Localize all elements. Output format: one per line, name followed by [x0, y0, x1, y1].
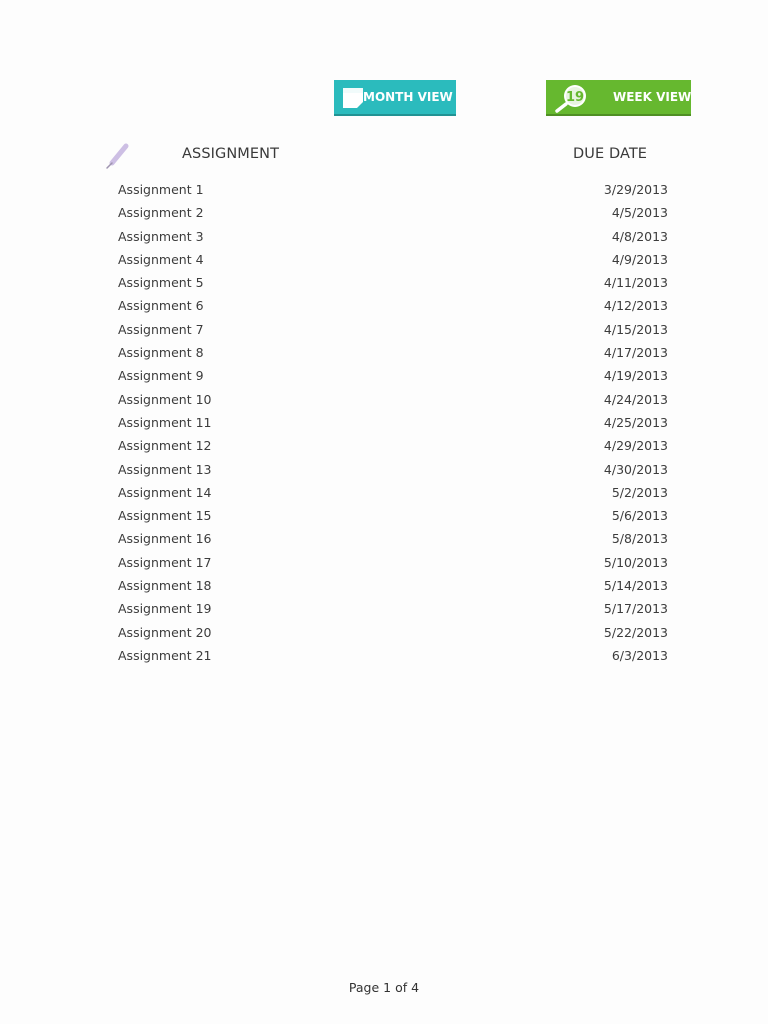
assignment-name: Assignment 3 — [118, 228, 204, 244]
due-date: 4/30/2013 — [603, 461, 668, 477]
assignment-name: Assignment 1 — [118, 182, 204, 197]
list-item — [118, 481, 668, 504]
due-date: 3/29/2013 — [603, 182, 668, 197]
list-item — [118, 248, 668, 271]
due-date: 6/3/2013 — [611, 647, 668, 663]
list-item — [118, 527, 668, 550]
assignment-name: Assignment 20 — [118, 624, 212, 640]
due-date: 4/25/2013 — [603, 414, 668, 430]
assignment-name: Assignment 18 — [118, 578, 212, 594]
assignment-name: Assignment 6 — [118, 298, 204, 314]
list-item — [118, 504, 668, 527]
assignment-name: Assignment 17 — [118, 554, 212, 570]
due-date: 4/15/2013 — [603, 321, 668, 337]
list-item — [118, 271, 668, 294]
due-date: 5/14/2013 — [603, 578, 668, 594]
week-icon-number: 19 — [565, 90, 585, 105]
list-item — [118, 318, 668, 341]
list-item — [118, 178, 668, 201]
list-item — [118, 644, 668, 667]
assignment-name: Assignment 16 — [118, 531, 212, 547]
month-view-button[interactable] — [334, 80, 456, 116]
calendar-icon — [342, 87, 364, 109]
assignment-name: Assignment 9 — [118, 368, 204, 384]
list-item — [118, 294, 668, 317]
list-item — [118, 225, 668, 248]
due-date: 5/8/2013 — [611, 531, 668, 547]
assignment-name: Assignment 12 — [118, 438, 212, 454]
due-date: 4/12/2013 — [603, 298, 668, 314]
due-date: 4/9/2013 — [611, 251, 668, 267]
assignment-name: Assignment 21 — [118, 647, 212, 663]
due-date: 4/17/2013 — [603, 345, 668, 361]
due-date: 4/24/2013 — [603, 391, 668, 407]
week-view-button[interactable] — [546, 80, 691, 116]
due-date: 5/2/2013 — [611, 484, 668, 500]
due-date: 4/29/2013 — [603, 438, 668, 454]
assignment-name: Assignment 2 — [118, 205, 204, 221]
pencil-icon — [104, 142, 130, 170]
list-item — [118, 341, 668, 364]
due-date: 5/17/2013 — [603, 601, 668, 617]
assignment-name: Assignment 8 — [118, 345, 204, 361]
due-date: 4/5/2013 — [611, 205, 668, 221]
list-item — [118, 364, 668, 387]
assignment-name: Assignment 7 — [118, 321, 204, 337]
assignment-name: Assignment 14 — [118, 484, 212, 500]
due-date: 5/6/2013 — [611, 508, 668, 524]
due-date: 4/19/2013 — [603, 368, 668, 384]
list-item — [118, 434, 668, 457]
due-date: 5/10/2013 — [603, 554, 668, 570]
assignment-column-header: ASSIGNMENT — [182, 146, 280, 162]
assignment-name: Assignment 19 — [118, 601, 212, 617]
assignment-name: Assignment 5 — [118, 275, 204, 291]
assignment-name: Assignment 4 — [118, 251, 204, 267]
list-item — [118, 411, 668, 434]
list-item — [118, 201, 668, 224]
due-date: 4/11/2013 — [603, 275, 668, 291]
page-number: Page 1 of 4 — [348, 980, 420, 995]
list-item — [118, 551, 668, 574]
assignment-name: Assignment 10 — [118, 391, 212, 407]
list-item — [118, 574, 668, 597]
month-view-label: MONTH VIEW — [363, 90, 453, 104]
list-item — [118, 458, 668, 481]
week-view-label: WEEK VIEW — [613, 90, 692, 104]
due-date-column-header: DUE DATE — [573, 146, 648, 162]
list-item — [118, 597, 668, 620]
assignment-name: Assignment 11 — [118, 414, 212, 430]
magnifier-calendar-icon — [554, 83, 592, 113]
assignment-name: Assignment 15 — [118, 508, 212, 524]
assignment-list — [118, 178, 668, 667]
due-date: 5/22/2013 — [603, 624, 668, 640]
list-item — [118, 621, 668, 644]
due-date: 4/8/2013 — [611, 228, 668, 244]
assignment-name: Assignment 13 — [118, 461, 212, 477]
list-item — [118, 388, 668, 411]
